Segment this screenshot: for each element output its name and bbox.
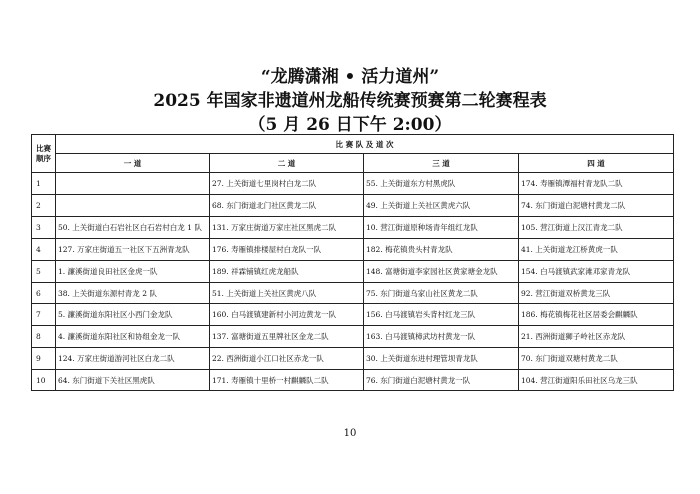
row-seq: 7 xyxy=(32,304,56,326)
title-date: （5 月 26 日下午 2:00） xyxy=(248,115,452,135)
lane-3-team: 156. 白马渡镇岩头背村红龙三队 xyxy=(364,304,519,326)
title-main: 2025 年国家非遗道州龙船传统赛预赛第二轮赛程表 xyxy=(153,91,547,111)
lane-2-team: 189. 祥霖铺镇红虎龙船队 xyxy=(210,261,364,283)
lane-3-team: 49. 上关街道上关社区黄虎六队 xyxy=(364,195,519,217)
table-row xyxy=(32,217,674,239)
lane-1-team xyxy=(56,195,210,217)
lane-1-team: 64. 东门街道下关社区黑虎队 xyxy=(56,370,210,391)
lane-3-team: 182. 梅花镇贵头村青龙队 xyxy=(364,239,519,261)
row-seq: 4 xyxy=(32,239,56,261)
lane-4-team: 74. 东门街道白泥塘村黄龙二队 xyxy=(519,195,674,217)
schedule-table xyxy=(31,134,674,391)
table-row xyxy=(32,370,674,391)
lane-4-team: 174. 寿雁镇潭福村青龙队二队 xyxy=(519,173,674,195)
lane-header-4: 四 道 xyxy=(519,154,674,173)
lane-2-team: 27. 上关街道七里岗村白龙二队 xyxy=(210,173,364,195)
table-row xyxy=(32,261,674,283)
lane-header-3: 三 道 xyxy=(364,154,519,173)
row-seq: 6 xyxy=(32,283,56,304)
lane-header-1: 一 道 xyxy=(56,154,210,173)
page-number: 10 xyxy=(343,428,357,439)
lane-1-team: 1. 濂溪街道良田社区金虎一队 xyxy=(56,261,210,283)
lane-header-2: 二 道 xyxy=(210,154,364,173)
lane-4-team: 105. 营江街道上汉江青龙二队 xyxy=(519,217,674,239)
row-seq: 2 xyxy=(32,195,56,217)
lane-2-team: 176. 寿雁镇排楼屋村白龙队一队 xyxy=(210,239,364,261)
row-seq: 8 xyxy=(32,326,56,348)
lane-1-team: 5. 濂溪街道东阳社区小西门金龙队 xyxy=(56,304,210,326)
row-seq: 5 xyxy=(32,261,56,283)
lane-3-team: 76. 东门街道白泥塘村黄龙一队 xyxy=(364,370,519,391)
lane-4-team: 92. 营江街道双桥黄龙三队 xyxy=(519,283,674,304)
lane-2-team: 137. 富塘街道五里牌社区金龙二队 xyxy=(210,326,364,348)
lane-2-team: 131. 万家庄街道万家庄社区黑虎二队 xyxy=(210,217,364,239)
lane-2-team: 68. 东门街道北门社区黄龙二队 xyxy=(210,195,364,217)
lane-1-team: 127. 万家庄街道五一社区下五洲青龙队 xyxy=(56,239,210,261)
lane-4-team: 41. 上关街道龙江桥黄虎一队 xyxy=(519,239,674,261)
lane-4-team: 186. 梅花镇梅花社区居委会麒麟队 xyxy=(519,304,674,326)
lane-1-team: 4. 濂溪街道东阳社区和协组金龙一队 xyxy=(56,326,210,348)
row-seq: 3 xyxy=(32,217,56,239)
group-header: 比 赛 队 及 道 次 xyxy=(56,135,674,154)
table-row xyxy=(32,304,674,326)
lane-3-team: 148. 富塘街道李家园社区黄家塘金龙队 xyxy=(364,261,519,283)
lane-4-team: 70. 东门街道双塘村黄龙二队 xyxy=(519,348,674,370)
lane-3-team: 163. 白马渡镇樟武坊村黄龙一队 xyxy=(364,326,519,348)
title-slogan: “龙腾潇湘 • 活力道州” xyxy=(260,67,440,87)
row-seq: 1 xyxy=(32,173,56,195)
table-row xyxy=(32,195,674,217)
lane-2-team: 51. 上关街道上关社区黄虎八队 xyxy=(210,283,364,304)
table-row xyxy=(32,348,674,370)
lane-2-team: 22. 西洲街道小江口社区赤龙一队 xyxy=(210,348,364,370)
table-row xyxy=(32,173,674,195)
row-seq: 9 xyxy=(32,348,56,370)
seq-header: 比赛顺序 xyxy=(32,135,56,173)
lane-1-team: 50. 上关街道白石岩社区白石岩村白龙 1 队 xyxy=(56,217,210,239)
lane-3-team: 55. 上关街道东方村黑虎队 xyxy=(364,173,519,195)
table-row xyxy=(32,239,674,261)
row-seq: 10 xyxy=(32,370,56,391)
table-row xyxy=(32,283,674,304)
lane-1-team: 124. 万家庄街道游河社区白龙二队 xyxy=(56,348,210,370)
lane-4-team: 104. 营江街道阳乐田社区乌龙三队 xyxy=(519,370,674,391)
lane-1-team: 38. 上关街道东源村青龙 2 队 xyxy=(56,283,210,304)
lane-2-team: 160. 白马渡镇建新村小河边黄龙一队 xyxy=(210,304,364,326)
lane-2-team: 171. 寿雁镇十里桥一村麒麟队二队 xyxy=(210,370,364,391)
lane-3-team: 10. 营江街道原种场青年组红龙队 xyxy=(364,217,519,239)
lane-3-team: 75. 东门街道乌家山社区黄龙二队 xyxy=(364,283,519,304)
lane-4-team: 21. 西洲街道狮子岭社区赤龙队 xyxy=(519,326,674,348)
lane-3-team: 30. 上关街道东进村理管坝青龙队 xyxy=(364,348,519,370)
table-row xyxy=(32,326,674,348)
lane-1-team xyxy=(56,173,210,195)
lane-4-team: 154. 白马渡镇武家滩邓家青龙队 xyxy=(519,261,674,283)
